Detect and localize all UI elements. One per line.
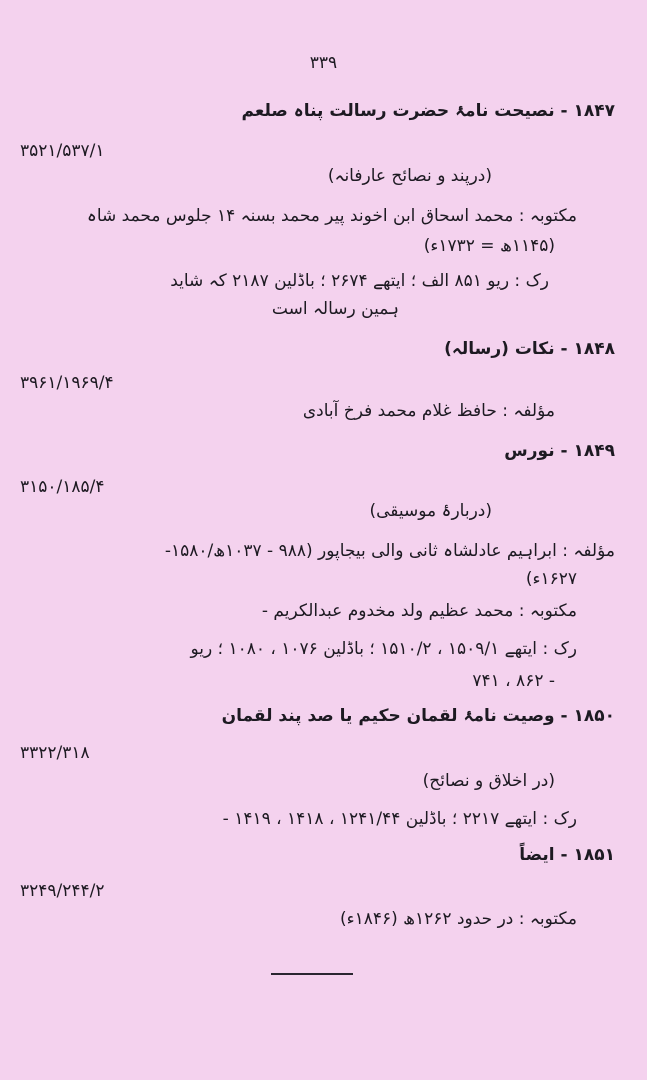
entry-1849-subject: (دربارۂ موسیقی) <box>369 501 492 521</box>
entry-1849-rak-line1: رک : ایتھے ۱۵۰۹/۱ ، ۱۵۱۰/۲ ؛ باڈلین ۱۰۷۶ ، ۱۰۸۰ ؛ ریو <box>190 639 577 659</box>
entry-1847-title: ۱۸۴۷ - نصیحت نامۂ حضرت رسالت پناہ صلعم <box>241 101 615 121</box>
entry-1847-subject: (درپند و نصائح عارفانہ) <box>327 166 492 186</box>
entry-1850-title: ۱۸۵۰ - وصیت نامۂ لقمان حکیم یا صد پند لقمان <box>221 706 615 726</box>
entry-1849-scribe: مکتوبہ : محمد عظیم ولد مخدوم عبدالکریم - <box>261 601 577 621</box>
entry-1850-rak: رک : ایتھے ۲۲۱۷ ؛ باڈلین ۱۲۴۱/۴۴ ، ۱۴۱۸ ، ۱۴۱۹ - <box>222 809 577 829</box>
entry-1851-title: ۱۸۵۱ - ایضاً <box>519 845 615 865</box>
entry-1851-ref: ۳۲۴۹/۲۴۴/۲ <box>20 881 105 901</box>
entry-1847-rak-line2: ہمین رسالہ است <box>271 299 399 319</box>
end-rule <box>271 973 353 975</box>
entry-1847-scribe-line2: (۱۱۴۵ھ = ۱۷۳۲ء) <box>423 236 555 256</box>
entry-1849-author-line2: ۱۶۲۷ء) <box>525 569 577 589</box>
entry-1848-ref: ۳۹۶۱/۱۹۶۹/۴ <box>20 373 114 393</box>
entry-1850-ref: ۳۳۲۲/۳۱۸ <box>20 743 90 763</box>
entry-1850-subject: (در اخلاق و نصائح) <box>422 771 555 791</box>
entry-1847-scribe-line1: مکتوبہ : محمد اسحاق ابن اخوند پیر محمد بسنہ ۱۴ جلوس محمد شاہ <box>86 206 577 226</box>
entry-1849-title: ۱۸۴۹ - نورس <box>504 441 615 461</box>
entry-1848-author: مؤلفہ : حافظ غلام محمد فرخ آبادی <box>302 401 555 421</box>
entry-1849-rak-line2: ۷۴۱ ، ۸۶۲ - <box>472 671 555 691</box>
entry-1847-rak-line1: رک : ریو ۸۵۱ الف ؛ ایتھے ۲۶۷۴ ؛ باڈلین ۲۱۸۷ کہ شاید <box>170 271 549 291</box>
entry-1849-ref: ۳۱۵۰/۱۸۵/۴ <box>20 477 105 497</box>
entry-1851-scribe: مکتوبہ : در حدود ۱۲۶۲ھ (۱۸۴۶ء) <box>339 909 577 929</box>
entry-1848-title: ۱۸۴۸ - نکات (رسالہ) <box>444 339 615 359</box>
entry-1849-author-line1: مؤلفہ : ابراہیم عادلشاہ ثانی والی بیجاپور (۹۸۸ - ۱۰۳۷ھ/۱۵۸۰- <box>164 541 615 561</box>
entry-1847-ref: ۳۵۲۱/۵۳۷/۱ <box>20 141 105 161</box>
page-number: ۳۳۹ <box>309 53 338 73</box>
